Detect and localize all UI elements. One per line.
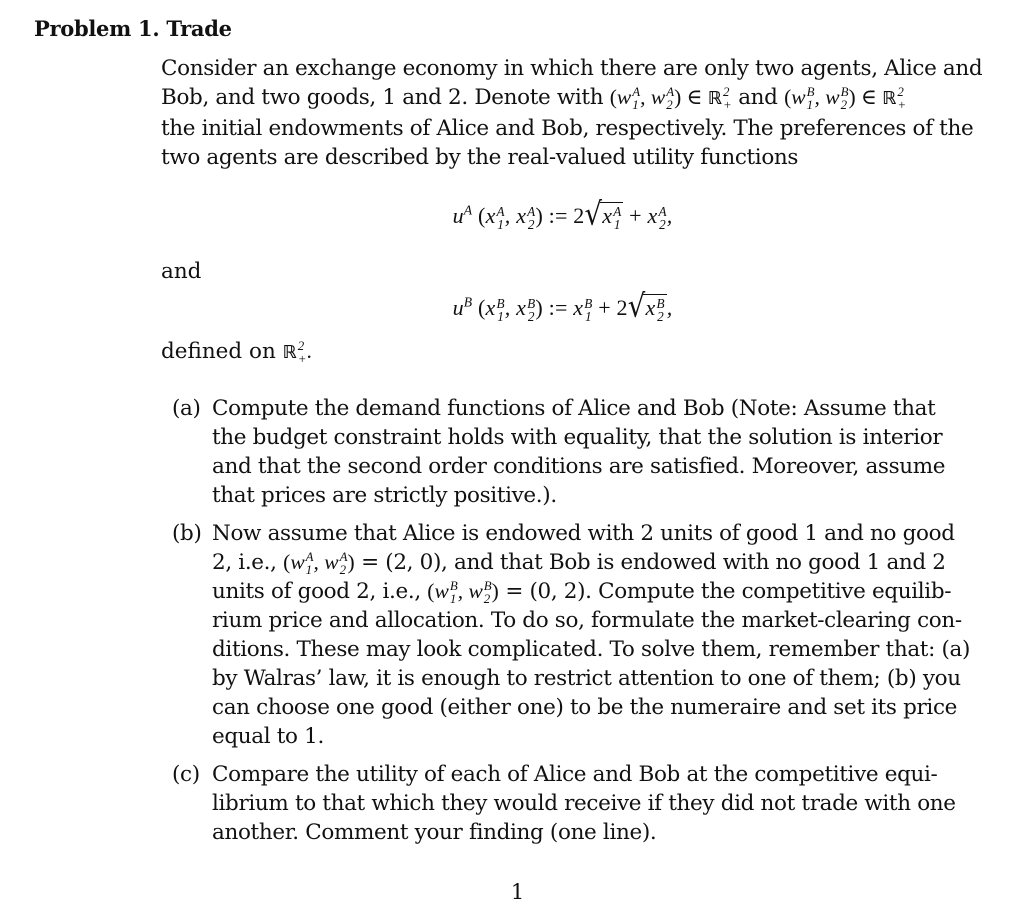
question-b-line-3-end: = (0, 2). Compute the competitive equilib- [505, 579, 952, 604]
intro-line-1: Consider an exchange economy in which there are only two agents, Alice and [161, 56, 983, 81]
question-b-line-3 [212, 577, 970, 606]
alice-endowment-tuple-math: (w A 1 , w A 2 ) [283, 550, 355, 578]
page-number: 1 [510, 880, 525, 904]
question-b-line-5: ditions. These may look complicated. To solve them, remember that: (a) [212, 637, 970, 662]
intro-line-2-text: Bob, and two goods, 1 and 2. Denote with [161, 85, 604, 110]
question-a-line-2: the budget constraint holds with equality, that the solution is interior [212, 425, 943, 450]
question-a-line-3: and that the second order conditions are satisfied. Moreover, assume [212, 454, 946, 479]
bob-utility-equation: $u^B$ (x B 1 , x B 2 ) := x B 1 + 2√x B 2 , [452, 287, 673, 325]
problem-title: Problem 1. Trade [34, 16, 232, 41]
question-b-line-2-end: = (2, 0), and that Bob is endowed with no good 1 and 2 [361, 550, 946, 575]
question-a-body [212, 394, 970, 510]
question-a-line-1: Compute the demand functions of Alice and Bob (Note: Assume that [212, 396, 936, 421]
question-a-marker: (a) [172, 396, 201, 421]
question-b-line-4: rium price and allocation. To do so, formulate the market-clearing con- [212, 608, 962, 633]
question-b-line-3-start: units of good 2, i.e., [212, 579, 421, 604]
question-c-line-3: another. Comment your finding (one line). [212, 820, 657, 845]
intro-line-4: two agents are described by the real-valued utility functions [161, 145, 799, 170]
domain-text: defined on [161, 339, 276, 364]
domain-set-math: ℝ 2 + . [282, 339, 312, 367]
question-c-marker: (c) [172, 762, 200, 787]
question-b-line-7: can choose one good (either one) to be the numeraire and set its price [212, 695, 958, 720]
question-b-marker: (b) [172, 521, 202, 546]
alice-endowment-math: (w A 1 , w A 2 ) ∈ ℝ 2 + [609, 85, 732, 113]
domain-statement [161, 339, 312, 366]
intro-line-2-and: and [738, 85, 778, 110]
question-b-line-6: by Walras’ law, it is enough to restrict attention to one of them; (b) you [212, 666, 961, 691]
alice-utility-equation: $u^A$ (x A 1 , x A 2 ) := 2√x A 1 + x A 2 , [452, 195, 673, 233]
question-c-line-1: Compare the utility of each of Alice and Bob at the competitive equi- [212, 762, 938, 787]
question-b-line-1: Now assume that Alice is endowed with 2 units of good 1 and no good [212, 521, 955, 546]
question-b-line-8: equal to 1. [212, 724, 324, 749]
intro-line-3: the initial endowments of Alice and Bob, respectively. The preferences of the [161, 116, 974, 141]
and-connector: and [161, 259, 202, 284]
question-b-body [212, 519, 970, 751]
intro-paragraph [161, 54, 983, 172]
bob-endowment-tuple-math: (w B 1 , w B 2 ) [427, 579, 499, 607]
question-b-line-2 [212, 548, 970, 577]
intro-line-2 [161, 83, 971, 114]
question-c-line-2: librium to that which they would receive if they did not trade with one [212, 791, 956, 816]
question-a-line-4: that prices are strictly positive.). [212, 483, 557, 508]
question-c-body [212, 760, 970, 847]
bob-endowment-math: (w B 1 , w B 2 ) ∈ ℝ 2 + [784, 85, 907, 113]
question-b-line-2-start: 2, i.e., [212, 550, 277, 575]
